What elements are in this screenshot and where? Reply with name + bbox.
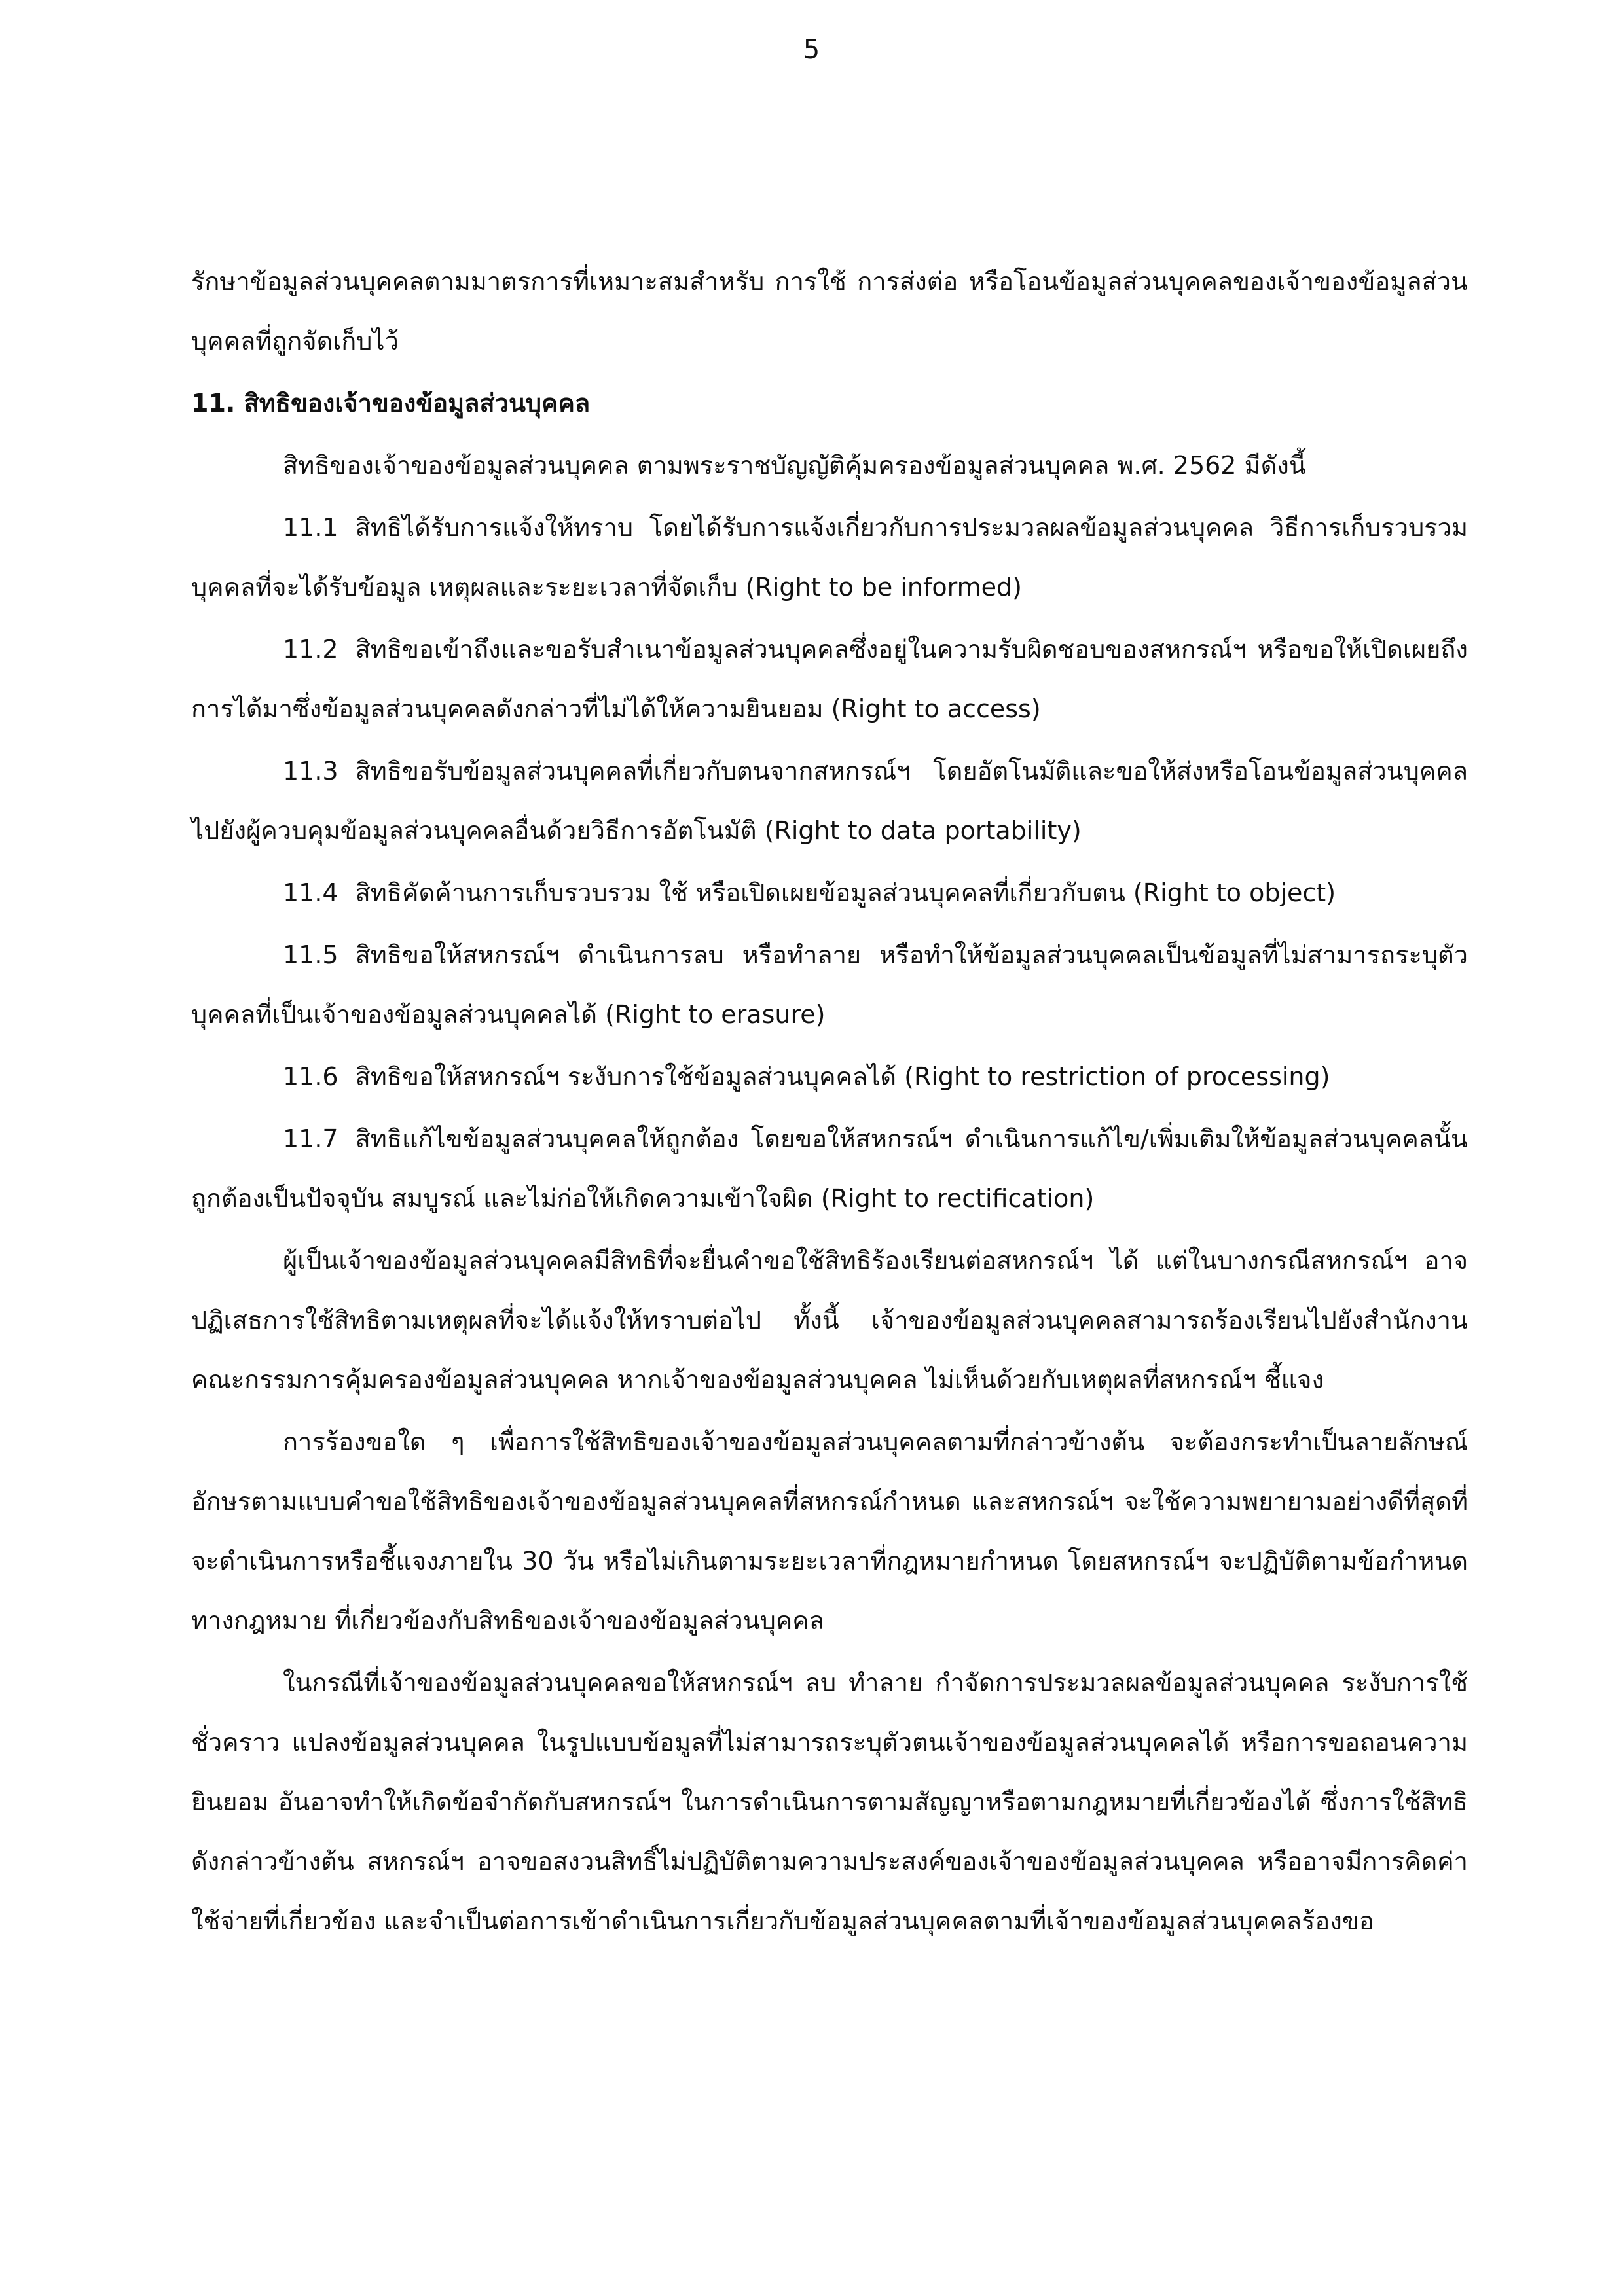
intro-paragraph: รักษาข้อมูลส่วนบุคคลตามมาตรการที่เหมาะสมสำหรับ การใช้ การส่งต่อ หรือโอนข้อมูลส่วนบุคคลของเจ้าของข้อมูลส่วนบุคคลที่ถูกจัดเก็บไว้ [191,267,1468,355]
item-number: 11.2 [283,635,338,664]
item-text: สิทธิขอให้สหกรณ์ฯ ระงับการใช้ข้อมูลส่วนบุคคลได้ (Right to restriction of processing) [355,1062,1330,1091]
limitation-paragraph: ในกรณีที่เจ้าของข้อมูลส่วนบุคคลขอให้สหกรณ์ฯ ลบ ทำลาย กำจัดการประมวลผลข้อมูลส่วนบุคคล ระงับการใช้ชั่วคราว แปลงข้อมูลส่วนบุคคล ในรูปแบบข้อมูลที่ไม่สามารถระบุตัวตนเจ้าของข้อมูลส่วนบุคคลได้ หรือการขอถอนความยินยอม อันอาจทำให้เกิดข้อจำกัดกับสหกรณ์ฯ ในการดำเนินการตามสัญญาหรือตามกฎหมายที่เกี่ยวข้องได้ ซึ่งการใช้สิทธิดังกล่าวข้างต้น สหกรณ์ฯ อาจขอสงวนสิทธิ์ไม่ปฏิบัติตามความประสงค์ของเจ้าของข้อมูลส่วนบุคคล หรืออาจมีการคิดค่าใช้จ่ายที่เกี่ยวข้อง และจำเป็นต่อการเข้าดำเนินการเกี่ยวกับข้อมูลส่วนบุคคลตามที่เจ้าของข้อมูลส่วนบุคคลร้องขอ [191,1668,1468,1935]
item-text: สิทธิคัดค้านการเก็บรวบรวม ใช้ หรือเปิดเผยข้อมูลส่วนบุคคลที่เกี่ยวกับตน (Right to object) [355,878,1336,907]
right-item-11-2 [191,620,1468,739]
right-item-11-4 [191,863,1468,923]
item-text: สิทธิขอให้สหกรณ์ฯ ดำเนินการลบ หรือทำลาย หรือทำให้ข้อมูลส่วนบุคคลเป็นข้อมูลที่ไม่สามารถระบุตัวบุคคลที่เป็นเจ้าของข้อมูลส่วนบุคคลได้ (Right to erasure) [191,941,1468,1029]
item-number: 11.6 [283,1062,338,1091]
item-text: สิทธิขอรับข้อมูลส่วนบุคคลที่เกี่ยวกับตนจากสหกรณ์ฯ โดยอัตโนมัติและขอให้ส่งหรือโอนข้อมูลส่วนบุคคลไปยังผู้ควบคุมข้อมูลส่วนบุคคลอื่นด้วยวิธีการอัตโนมัติ (Right to data portability) [191,757,1468,845]
complaint-paragraph: ผู้เป็นเจ้าของข้อมูลส่วนบุคคลมีสิทธิที่จะยื่นคำขอใช้สิทธิร้องเรียนต่อสหกรณ์ฯ ได้ แต่ในบางกรณีสหกรณ์ฯ อาจปฏิเสธการใช้สิทธิตามเหตุผลที่จะได้แจ้งให้ทราบต่อไป ทั้งนี้ เจ้าของข้อมูลส่วนบุคคลสามารถร้องเรียนไปยังสำนักงานคณะกรรมการคุ้มครองข้อมูลส่วนบุคคล หากเจ้าของข้อมูลส่วนบุคคล ไม่เห็นด้วยกับเหตุผลที่สหกรณ์ฯ ชี้แจง [191,1246,1468,1394]
right-item-11-6 [191,1047,1468,1107]
page-number: 5 [803,35,820,65]
document-body [191,252,1468,1951]
right-item-11-1 [191,498,1468,617]
right-item-11-5 [191,925,1468,1045]
section-lead: สิทธิของเจ้าของข้อมูลส่วนบุคคล ตามพระราชบัญญัติคุ้มครองข้อมูลส่วนบุคคล พ.ศ. 2562 มีดังนี้ [283,451,1306,480]
item-text: สิทธิขอเข้าถึงและขอรับสำเนาข้อมูลส่วนบุคคลซึ่งอยู่ในความรับผิดชอบของสหกรณ์ฯ หรือขอให้เปิดเผยถึงการได้มาซึ่งข้อมูลส่วนบุคคลดังกล่าวที่ไม่ได้ให้ความยินยอม (Right to access) [191,635,1468,723]
item-text: สิทธิแก้ไขข้อมูลส่วนบุคคลให้ถูกต้อง โดยขอให้สหกรณ์ฯ ดำเนินการแก้ไข/เพิ่มเติมให้ข้อมูลส่วนบุคคลนั้นถูกต้องเป็นปัจจุบัน สมบูรณ์ และไม่ก่อให้เกิดความเข้าใจผิด (Right to rectification) [191,1124,1468,1213]
item-number: 11.5 [283,941,338,969]
request-paragraph: การร้องขอใด ๆ เพื่อการใช้สิทธิของเจ้าของข้อมูลส่วนบุคคลตามที่กล่าวข้างต้น จะต้องกระทำเป็นลายลักษณ์อักษรตามแบบคำขอใช้สิทธิของเจ้าของข้อมูลส่วนบุคคลที่สหกรณ์กำหนด และสหกรณ์ฯ จะใช้ความพยายามอย่างดีที่สุดที่จะดำเนินการหรือชี้แจงภายใน 30 วัน หรือไม่เกินตามระยะเวลาที่กฎหมายกำหนด โดยสหกรณ์ฯ จะปฏิบัติตามข้อกำหนดทางกฎหมาย ที่เกี่ยวข้องกับสิทธิของเจ้าของข้อมูลส่วนบุคคล [191,1427,1468,1635]
right-item-11-7 [191,1109,1468,1229]
right-item-11-3 [191,742,1468,861]
item-number: 11.1 [283,513,338,542]
item-number: 11.4 [283,878,338,907]
item-number: 11.7 [283,1124,338,1153]
item-number: 11.3 [283,757,338,785]
item-text: สิทธิได้รับการแจ้งให้ทราบ โดยได้รับการแจ้งเกี่ยวกับการประมวลผลข้อมูลส่วนบุคคล วิธีการเก็บรวบรวม บุคคลที่จะได้รับข้อมูล เหตุผลและระยะเวลาที่จัดเก็บ (Right to be informed) [191,513,1468,601]
section-heading: 11. สิทธิของเจ้าของข้อมูลส่วนบุคคล [191,389,591,418]
